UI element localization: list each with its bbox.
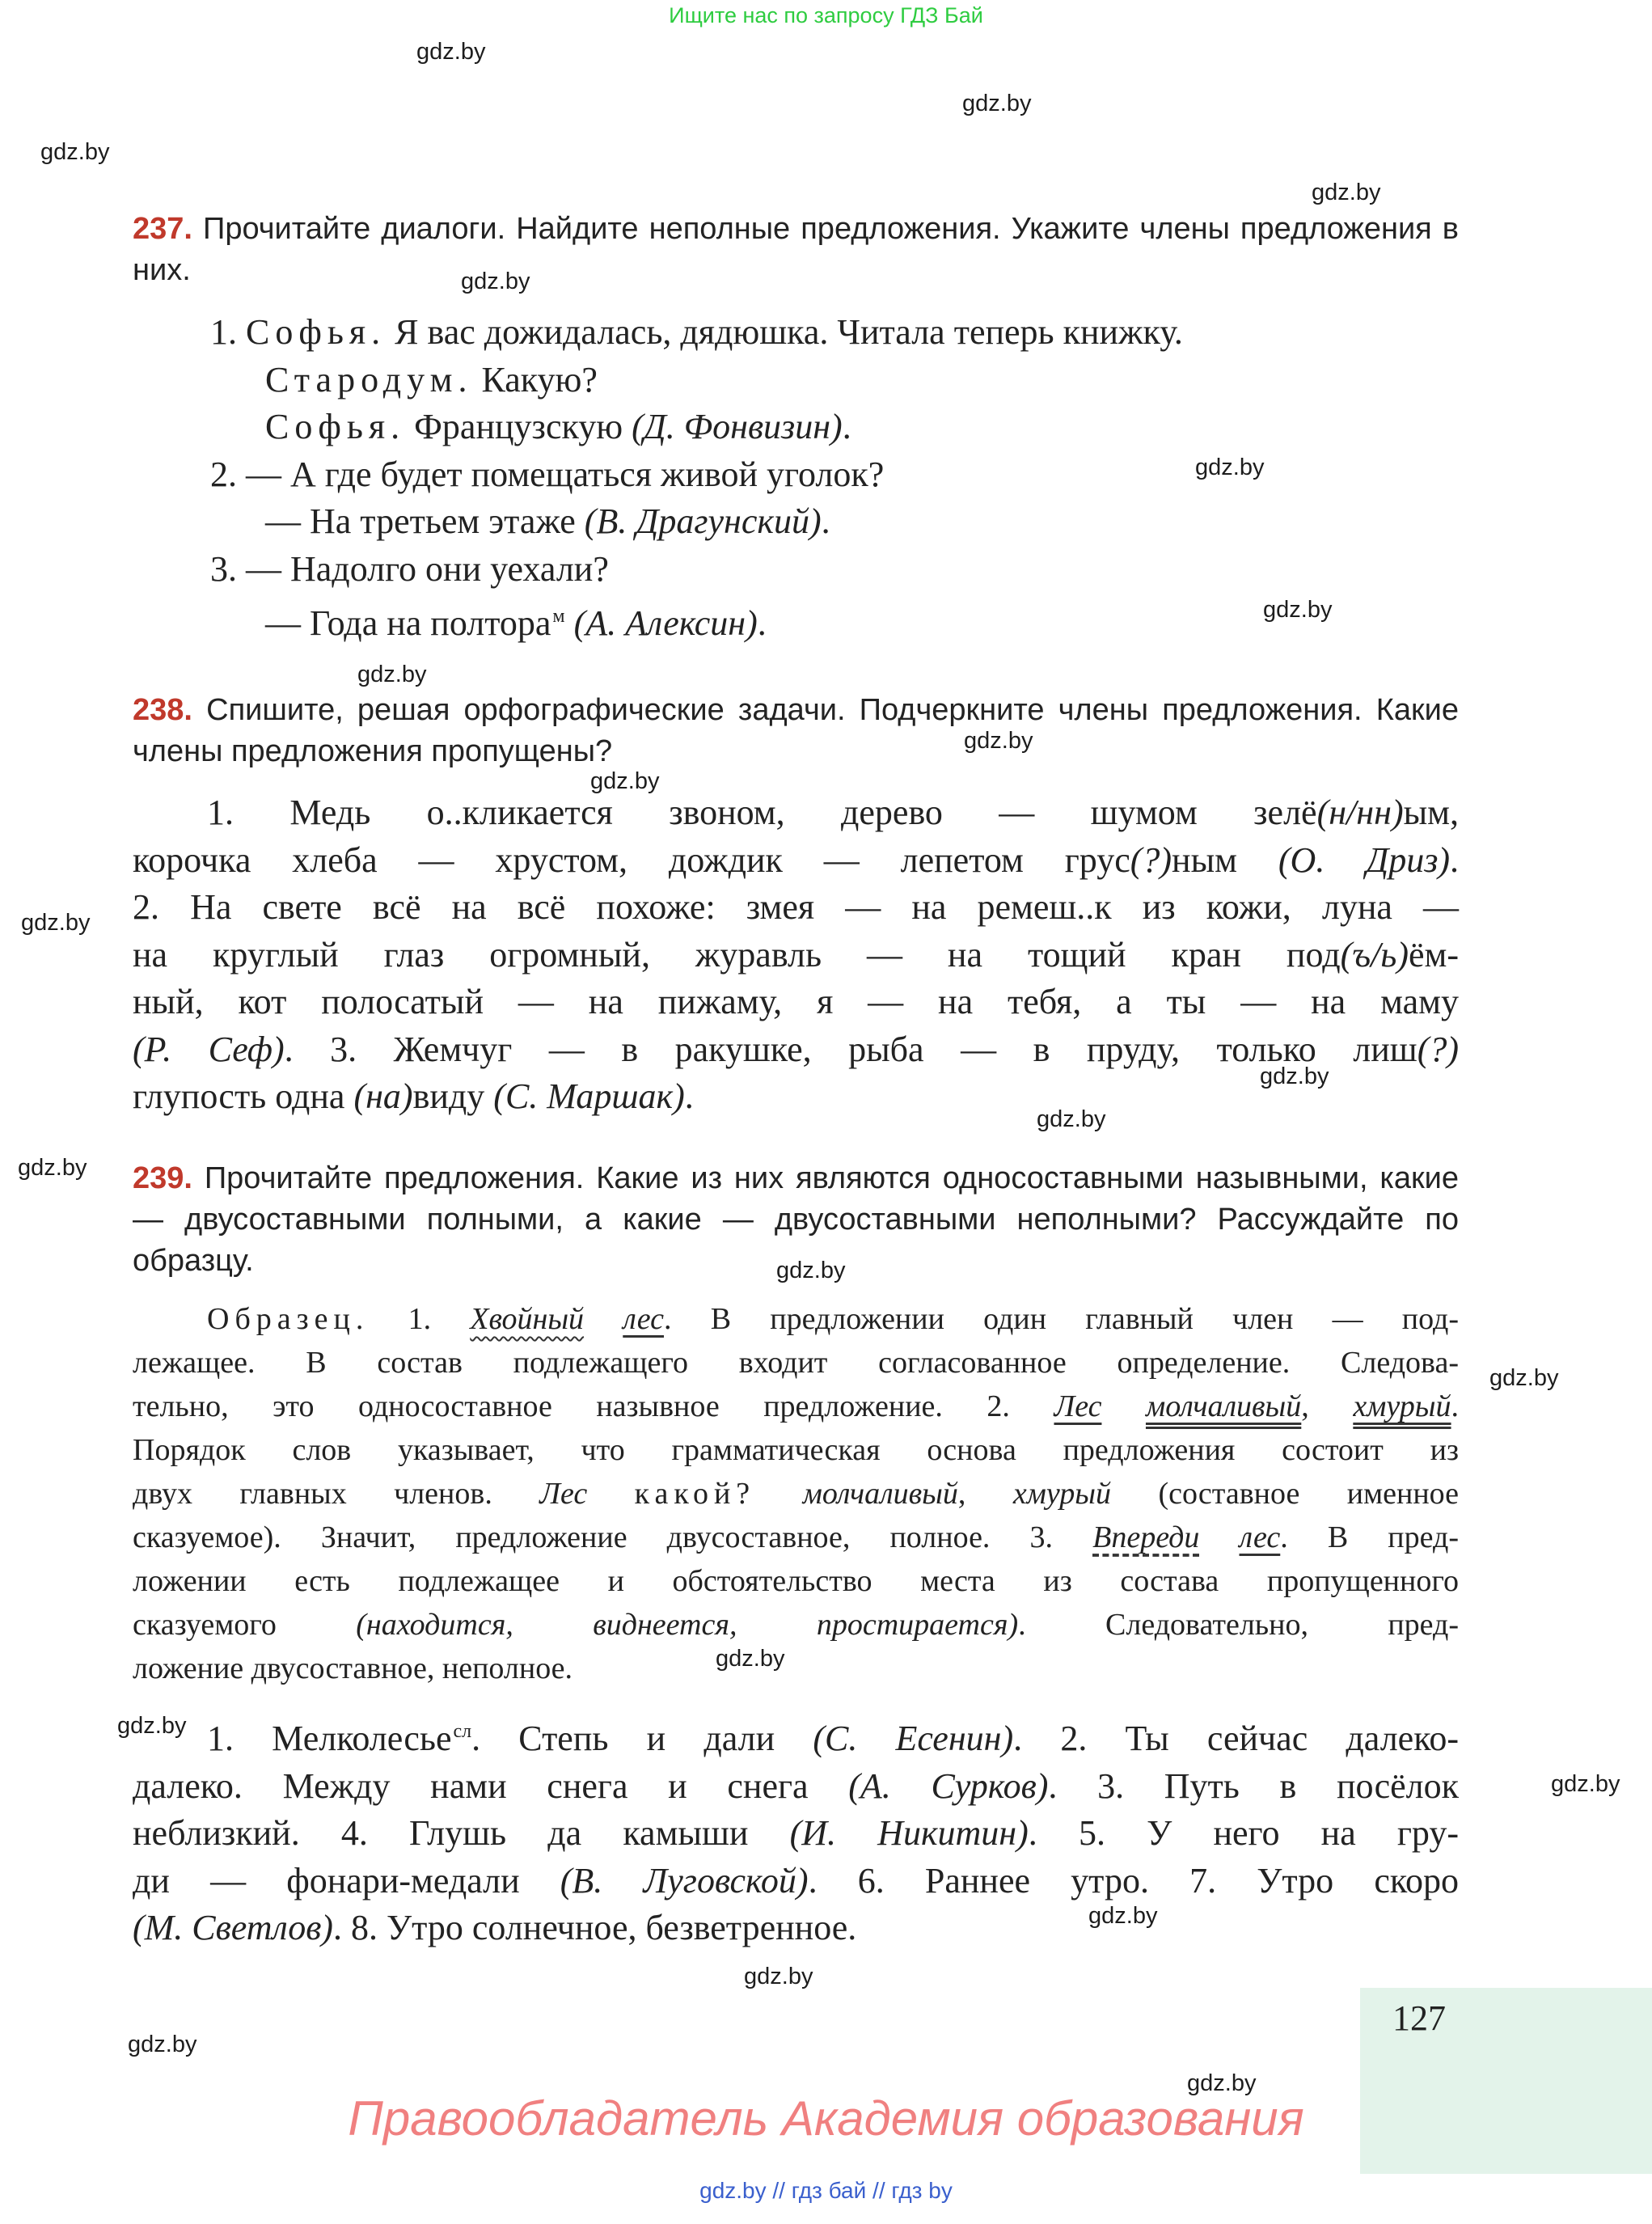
text-fragment: 2. На свете всё на всё похоже: змея — на ремеш..к из кожи, луна — [133,887,1459,927]
text-line [133,1708,1459,1763]
sample-line [133,1559,1459,1603]
copyright-notice: Правообладатель Академия образования [348,2091,1304,2146]
task-text: Прочитайте диалоги. Найдите неполные предложения. Укажите члены предложения в них. [133,212,1459,287]
text-line [133,1073,1459,1121]
sample-block [133,1297,1459,1690]
subject-word: Лес [1054,1389,1102,1423]
punctuation: , [1301,1389,1309,1423]
sample-line [133,1472,1459,1516]
italic-fragment: (О. Дриз) [1278,839,1451,880]
watermark: gdz.by [962,91,1032,116]
sample-text: ложении есть подлежащее и обстоятельство места из состава пропущенного [133,1564,1459,1598]
dialogue-line [210,404,1460,451]
item-number: 2. [210,454,237,494]
task-number: 237. [133,212,192,246]
text-line [133,1763,1459,1811]
predicate-word: молчаливый [1145,1389,1302,1423]
page-number: 127 [1392,1998,1446,2038]
text-fragment: . [1450,839,1460,880]
sample-line [133,1647,1459,1690]
text-fragment: . 2. Ты сейчас далеко- [1013,1719,1459,1758]
subject-word: лес [1239,1520,1281,1554]
italic-fragment: (М. Светлов) [133,1908,333,1947]
text-line [133,837,1459,885]
sample-text: . Следовательно, пред- [1018,1608,1460,1642]
task-238-instruction [133,690,1459,772]
text-fragment: . 3. Жемчуг — в ракушке, рыба — в пруду, только лиш [284,1029,1418,1069]
watermark: gdz.by [1187,2070,1257,2096]
sample-line [133,1516,1459,1559]
watermark: gdz.by [357,662,427,687]
sample-text: ложение двусоставное, неполное. [133,1651,573,1685]
italic-fragment: (Р. Сеф) [133,1029,285,1069]
text-line [133,979,1459,1026]
text-line [133,789,1459,837]
dialogue-line [210,546,1460,594]
task-237-dialogues [210,309,1460,648]
watermark: gdz.by [1312,180,1381,205]
author-citation: (Д. Фонвизин) [632,407,843,446]
punctuation: . [821,501,830,541]
text-fragment: ым, [1403,793,1459,832]
text-fragment: неблизкий. 4. Глушь да камыши [133,1813,790,1853]
watermark: gdz.by [461,268,530,294]
watermark: gdz.by [1195,455,1265,480]
dialogue-text: Я вас дожидалась, дядюшка. Читала теперь книжку. [395,312,1183,352]
sample-line [133,1428,1459,1472]
task-239-instruction [133,1158,1459,1282]
predicate-word: хмурый [1012,1477,1112,1511]
text-fragment: далеко. Между нами снега и снега [133,1765,849,1806]
text-fragment: . [684,1076,694,1116]
search-banner: Ищите нас по запросу ГДЗ Бай [669,3,983,27]
text-fragment: корочка хлеба — хрустом, дождик — лепетом грус [133,839,1130,880]
predicate-word: хмурый [1353,1389,1451,1423]
task-number: 239. [133,1161,192,1195]
watermark: gdz.by [117,1713,187,1739]
sample-text: сказуемого [133,1608,277,1642]
dialogue-text: — Надолго они уехали? [246,548,609,589]
speaker-name: Софья. [265,407,406,446]
punctuation: . [842,407,851,446]
dialogue-line [210,451,1460,499]
adverbial-word: Впереди [1092,1520,1200,1554]
italic-fragment: (н/нн) [1316,793,1404,832]
italic-phrase: (находится, виднеется, простирается) [356,1608,1019,1642]
text-fragment: глупость одна [133,1076,354,1116]
text-fragment: ём- [1408,934,1459,975]
sample-line [133,1341,1459,1385]
watermark: gdz.by [776,1258,846,1283]
text-fragment: . 8. Утро солнечное, безветренное. [332,1908,857,1947]
text-line [133,1858,1459,1905]
dialogue-text: Французскую [414,407,623,446]
dialogue-text: — А где будет помещаться живой уголок? [246,454,885,494]
watermark: gdz.by [1260,1063,1329,1089]
sample-text: Порядок слов указывает, что грамматическая основа предложения состоит из [133,1433,1459,1467]
sample-line [133,1603,1459,1647]
question-word: какой? [634,1477,756,1511]
text-fragment: на круглый глаз огромный, журавль — на тощий кран под [133,934,1341,975]
sample-text: тельно, это односоставное назывное предложение. 2. [133,1389,1010,1423]
attribute-word: Хвойный [470,1302,585,1336]
dialogue-line [210,593,1460,648]
text-line [133,1905,1459,1952]
dialogue-line [210,357,1460,404]
watermark: gdz.by [128,2032,197,2057]
italic-fragment: (?) [1417,1029,1459,1069]
text-line [133,1026,1459,1074]
punctuation: , [957,1477,966,1511]
watermark: gdz.by [1489,1365,1559,1391]
speaker-name: Стародум. [265,359,473,400]
footer-links: gdz.by // гдз бай // гдз by [699,2178,953,2203]
text-fragment: ным [1172,839,1278,880]
watermark: gdz.by [964,728,1033,754]
speaker-name: Софья. [246,312,387,352]
watermark: gdz.by [1551,1771,1620,1797]
dialogue-line [210,498,1460,546]
sample-text: сказуемое). Значит, предложение двусоставное, полное. 3. [133,1520,1054,1554]
sample-label: Образец. [207,1302,370,1336]
italic-fragment: (ъ/ь) [1340,934,1409,975]
watermark: gdz.by [1037,1106,1106,1132]
dialogue-text: — Года на полтора [265,603,551,643]
watermark: gdz.by [590,768,660,794]
sample-text: лежащее. В состав подлежащего входит согласованное определение. Следова- [133,1346,1459,1380]
task-text: Прочитайте предложения. Какие из них являются односоставными назывными, какие — двусоставными полными, а какие — двусоставными неполными? Рассуждайте по образцу. [133,1161,1459,1278]
italic-fragment: (?) [1130,839,1172,880]
watermark: gdz.by [716,1646,785,1672]
item-number: 1. [408,1302,432,1336]
text-line [133,884,1459,932]
author-citation: (А. Алексин) [573,603,758,643]
text-fragment: . 6. Раннее утро. 7. Утро скоро [808,1860,1459,1901]
item-number: 3. [210,548,237,589]
text-fragment: ди — фонари-медали [133,1860,560,1901]
text-fragment: виду [412,1076,494,1116]
italic-fragment: (А. Сурков) [848,1765,1049,1806]
task-number: 238. [133,693,192,727]
dialogue-text: — На третьем этаже [265,501,576,541]
text-fragment: 1. Медь о..кликается звоном, дерево — шумом зелё [207,793,1317,832]
text-fragment: . Степь и дали [471,1719,813,1758]
watermark: gdz.by [744,1964,813,1989]
italic-fragment: (С. Маршак) [493,1076,685,1116]
dialogue-text: Какую? [481,359,598,400]
author-citation: (В. Драгунский) [584,501,822,541]
task-237-instruction [133,209,1459,291]
sample-text: двух главных членов. [133,1477,492,1511]
text-fragment: . 5. У него на гру- [1028,1813,1460,1853]
sample-line [133,1297,1459,1341]
task-239-sentences [133,1708,1459,1952]
text-line [133,1810,1459,1858]
style-mark: сл [453,1721,472,1742]
watermark: gdz.by [1263,597,1333,623]
text-fragment: . 3. Путь в посёлок [1048,1765,1459,1806]
italic-fragment: (В. Луговской) [560,1860,809,1901]
subject-word: лес [623,1302,665,1336]
text-fragment: 1. Мелколесье [207,1719,452,1758]
watermark: gdz.by [21,910,91,936]
italic-fragment: (И. Никитин) [789,1813,1029,1853]
sample-text: (составное именное [1158,1477,1460,1511]
subject-word: Лес [539,1477,588,1511]
text-fragment: ный, кот полосатый — на пижаму, я — на тебя, а ты — на маму [133,982,1459,1021]
sample-text: . В предложении один главный член — под- [664,1302,1459,1336]
text-line [133,932,1459,979]
punctuation: . [1451,1389,1460,1423]
italic-fragment: (на) [353,1076,413,1116]
punctuation: . [757,603,767,643]
item-number: 1. [210,312,237,352]
italic-fragment: (С. Есенин) [813,1719,1014,1758]
sample-text: . В пред- [1280,1520,1459,1554]
watermark: gdz.by [1088,1903,1158,1929]
dialogue-line [210,309,1460,357]
task-238-text [133,789,1459,1121]
predicate-word: молчаливый [802,1477,958,1511]
watermark: gdz.by [40,139,110,165]
watermark: gdz.by [18,1155,87,1181]
watermark: gdz.by [416,39,486,65]
sample-line [133,1385,1459,1428]
task-text: Спишите, решая орфографические задачи. Подчеркните члены предложения. Какие члены предложения пропущены? [133,693,1460,768]
style-mark: м [552,606,565,627]
